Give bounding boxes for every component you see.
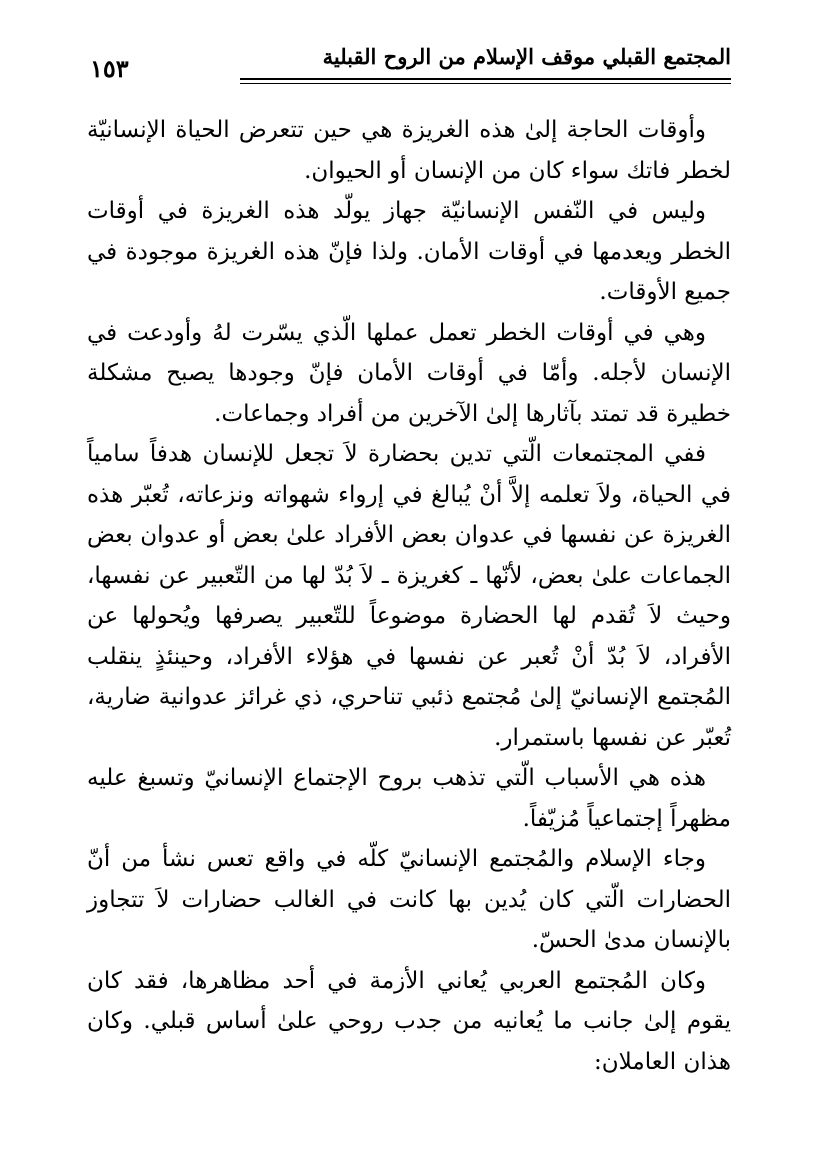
paragraph-4: ففي المجتمعات الّتي تدين بحضارة لاَ تجعل للإنسان هدفاً سامياً في الحياة، ولاَ تعلمه إلاَّ أنْ يُبالغ في إرواء شهواته ونزعاته، تُعبّر هذه الغريزة عن نفسها في عدوان بعض الأفراد علىٰ بعض أو عدوان بعض الجماعات علىٰ بعض، لأنّها ـ كغريزة ـ لاَ بُدّ لها من التّعبير عن نفسها، وحيث لاَ تُقدم لها الحضارة موضوعاً للتّعبير يصرفها ويُحولها عن الأفراد، لاَ بُدّ أنْ تُعبر عن نفسها في هؤلاء الأفراد، وحينئذٍ ينقلب المُجتمع الإنسانيّ إلىٰ مُجتمع ذئبي تناحري، ذي غرائز عدوانية ضارية، تُعبّر عن نفسها باستمرار. xyxy=(87,441,731,751)
paragraph-5: هذه هي الأسباب الّتي تذهب بروح الإجتماع الإنسانيّ وتسبغ عليه مظهراً إجتماعياً مُزيّفاً. xyxy=(87,765,731,832)
page-number: ١٥٣ xyxy=(90,54,129,83)
header-title: المجتمع القبلي موقف الإسلام من الروح القبلية xyxy=(322,44,731,69)
header-rule-thin xyxy=(240,83,731,84)
running-header xyxy=(90,40,731,86)
header-rule xyxy=(240,78,731,80)
paragraph-3: وهي في أوقات الخطر تعمل عملها الّذي يسّرت لهُ وأودعت في الإنسان لأجله. وأمّا في أوقات الأمان فإنّ وجودها يصبح مشكلة خطيرة قد تمتد بآثارها إلىٰ الآخرين من أفراد وجماعات. xyxy=(87,319,731,427)
paragraph-1: وأوقات الحاجة إلىٰ هذه الغريزة هي حين تتعرض الحياة الإنسانيّة لخطر فاتك سواء كان من الإنسان أو الحيوان. xyxy=(87,117,731,184)
paragraph-6: وجاء الإسلام والمُجتمع الإنسانيّ كلّه في واقع تعس نشأ من أنّ الحضارات الّتي كان يُدين بها كانت في الغالب حضارات لاَ تتجاوز بالإنسان مدىٰ الحسّ. xyxy=(87,846,731,953)
paragraph-2: وليس في النّفس الإنسانيّة جهاز يولّد هذه الغريزة في أوقات الخطر ويعدمها في أوقات الأمان. ولذا فإنّ هذه الغريزة موجودة في جميع الأوقات. xyxy=(87,198,731,305)
body-text xyxy=(87,110,731,1082)
paragraph-7: وكان المُجتمع العربي يُعاني الأزمة في أحد مظاهرها، فقد كان يقوم إلىٰ جانب ما يُعانيه من جدب روحي علىٰ أساس قبلي. وكان هذان العاملان: xyxy=(87,967,731,1075)
